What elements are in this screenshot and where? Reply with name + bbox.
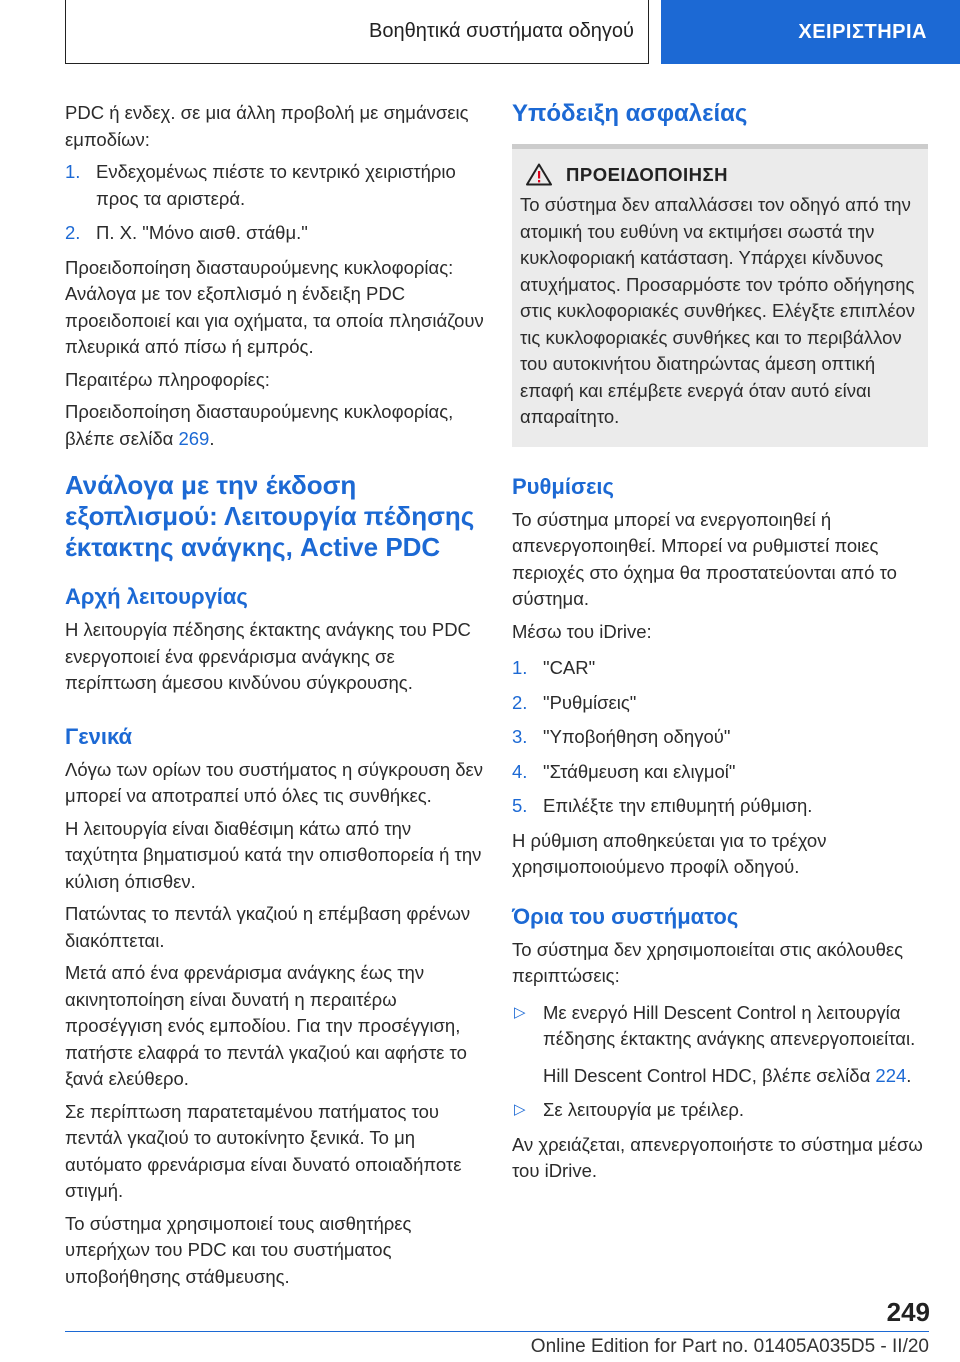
list-item: ▷ Με ενεργό Hill Descent Control η λειτουργία πέδησης έκτακτης ανάγκης απενεργοποιείται. Hill Descent Control HDC, βλέπε σελίδα 224. xyxy=(512,1000,928,1090)
warning-header xyxy=(520,163,918,186)
page-link-224[interactable]: 224 xyxy=(875,1064,907,1086)
header-section-tab xyxy=(661,0,960,64)
footer-rule xyxy=(65,1331,929,1332)
list-item: 5. Επιλέξτε την επιθυμητή ρύθμιση. xyxy=(512,795,813,816)
saved-profile-text: Η ρύθμιση αποθηκεύεται για το τρέχον χρησιμοποιούμενο προφίλ οδηγού. xyxy=(512,829,827,877)
page-link-269[interactable]: 269 xyxy=(178,427,210,449)
triangle-right-icon: ▷ xyxy=(514,1003,526,1021)
heading-principle: Αρχή λειτουργίας xyxy=(65,584,248,609)
hdc-reference: Hill Descent Control HDC, βλέπε σελίδα 224. xyxy=(543,1064,912,1086)
limits-text: Το σύστημα δεν χρησιμοποιείται στις ακόλουθες περιπτώσεις: xyxy=(512,938,904,986)
general-text-1: Λόγω των ορίων του συστήματος η σύγκρουση δεν μπορεί να αποτραπεί υπό όλες τις συνθήκες. xyxy=(65,758,484,806)
general-text-3: Πατώντας το πεντάλ γκαζιού η επέμβαση φρένων διακόπτεται. xyxy=(65,903,471,951)
right-column xyxy=(512,100,928,1191)
cross-traffic-reference: Προειδοποίηση διασταυρούμενης κυκλοφορίας, βλέπε σελίδα 269. xyxy=(65,401,454,449)
heading-limits: Όρια του συστήματος xyxy=(512,903,739,929)
heading-general: Γενικά xyxy=(65,723,133,749)
heading-settings: Ρυθμίσεις xyxy=(512,473,614,499)
list-item: 2. "Ρυθμίσεις" xyxy=(512,691,637,713)
list-item: 1. "CAR" xyxy=(512,657,596,678)
general-text-5: Σε περίπτωση παρατεταμένου πατήματος του πεντάλ γκαζιού το αυτοκίνητο ξενικά. Το μη αυτόματο φρενάρισμα είναι δυνατό οποιαδήποτε στιγμή. xyxy=(65,1100,462,1201)
more-info-text: Περαιτέρω πληροφορίες: xyxy=(65,368,270,390)
deactivate-text: Αν χρειάζεται, απενεργοποιήστε το σύστημα μέσω του iDrive. xyxy=(512,1133,923,1181)
page-number: 249 xyxy=(886,1297,930,1327)
cross-traffic-text: Προειδοποίηση διασταυρούμενης κυκλοφορίας: Ανάλογα με τον εξοπλισμό η ένδειξη PDC προειδοποιεί και για οχήματα, τα οποία πλησιάζουν πλευρικά από πίσω ή εμπρός. xyxy=(65,256,484,357)
main-heading: Ανάλογα με την έκδοση εξοπλισμού: Λειτουργία πέδησης έκτακτης ανάγκης, Active PDC xyxy=(65,470,475,562)
general-text-2: Η λειτουργία είναι διαθέσιμη κάτω από την ταχύτητα βηματισμού κατά την οπισθοπορεία ή την κύλιση όπισθεν. xyxy=(65,817,482,892)
left-column xyxy=(65,100,485,1296)
heading-safety: Υπόδειξη ασφαλείας xyxy=(512,100,748,127)
list-item: 4. "Στάθμευση και ελιγμοί" xyxy=(512,760,736,782)
general-text-4: Μετά από ένα φρενάρισμα ανάγκης έως την ακινητοποίηση είναι δυνατή η περαιτέρω προσέγγιση ενός εμποδίου. Για την προσέγγιση, πατήστε ελαφρά το πεντάλ γκαζιού και αφήστε το ξανά ελεύθερο. xyxy=(65,962,467,1089)
warning-title: ΠΡΟΕΙΔΟΠΟΙΗΣΗ xyxy=(566,163,728,185)
header-section: ΧΕΙΡΙΣΤΗΡΙΑ xyxy=(798,20,927,43)
footer-edition: Online Edition for Part no. 01405A035D5 - II/20 xyxy=(530,1336,929,1357)
settings-text: Το σύστημα μπορεί να ενεργοποιηθεί ή απενεργοποιηθεί. Μπορεί να ρυθμιστεί ποιες περιοχές στο όχημα θα προστατεύονται από το σύστημα. xyxy=(512,508,897,609)
via-idrive-text: Μέσω του iDrive: xyxy=(512,620,652,642)
left-steps-list xyxy=(65,159,485,247)
triangle-right-icon: ▷ xyxy=(514,1101,526,1118)
warning-triangle-icon xyxy=(526,163,552,186)
general-text-6: Το σύστημα χρησιμοποιεί τους αισθητήρες υπερήχων του PDC και του συστήματος υποβοήθησης στάθμευσης. xyxy=(65,1212,412,1287)
list-item: ▷ Σε λειτουργία με τρέιλερ. xyxy=(512,1097,928,1124)
warning-text: Το σύστημα δεν απαλλάσσει τον οδηγό από την ατομική του ευθύνη να εκτιμήσει σωστά την κυκλοφοριακή κατάσταση. Υπάρχει κίνδυνος ατυχήματος. Προσαρμόστε τον τρόπο οδήγησης στις κυκλοφοριακές συνθήκες. Ελέγξτε επιπλέον τις κυκλοφοριακές συνθήκες και το περιβάλλον του αυτοκινήτου διατηρώντας άμεση οπτική επαφή και επέμβετε ενεργά όταν αυτό είναι απαραίτητο. xyxy=(520,194,915,427)
limits-list xyxy=(512,1000,928,1124)
settings-steps-list xyxy=(512,655,928,820)
list-item: 2. Π. Χ. "Μόνο αισθ. στάθμ." xyxy=(65,222,308,243)
header-chapter: Βοηθητικά συστήματα οδηγού xyxy=(369,20,634,42)
principle-text: Η λειτουργία πέδησης έκτακτης ανάγκης του PDC ενεργοποιεί ένα φρενάρισμα ανάγκης σε περίπτωση άμεσου κινδύνου σύγκρουσης. xyxy=(65,619,471,693)
warning-box xyxy=(512,149,928,447)
list-item: 1. Ενδεχομένως πιέστε το κεντρικό χειριστήριο προς τα αριστερά. xyxy=(65,161,456,209)
intro-text: PDC ή ενδεχ. σε μια άλλη προβολή με σημάνσεις εμποδίων: xyxy=(65,102,469,150)
header-chapter-box xyxy=(65,0,649,64)
list-item: 3. "Υποβοήθηση οδηγού" xyxy=(512,726,731,747)
